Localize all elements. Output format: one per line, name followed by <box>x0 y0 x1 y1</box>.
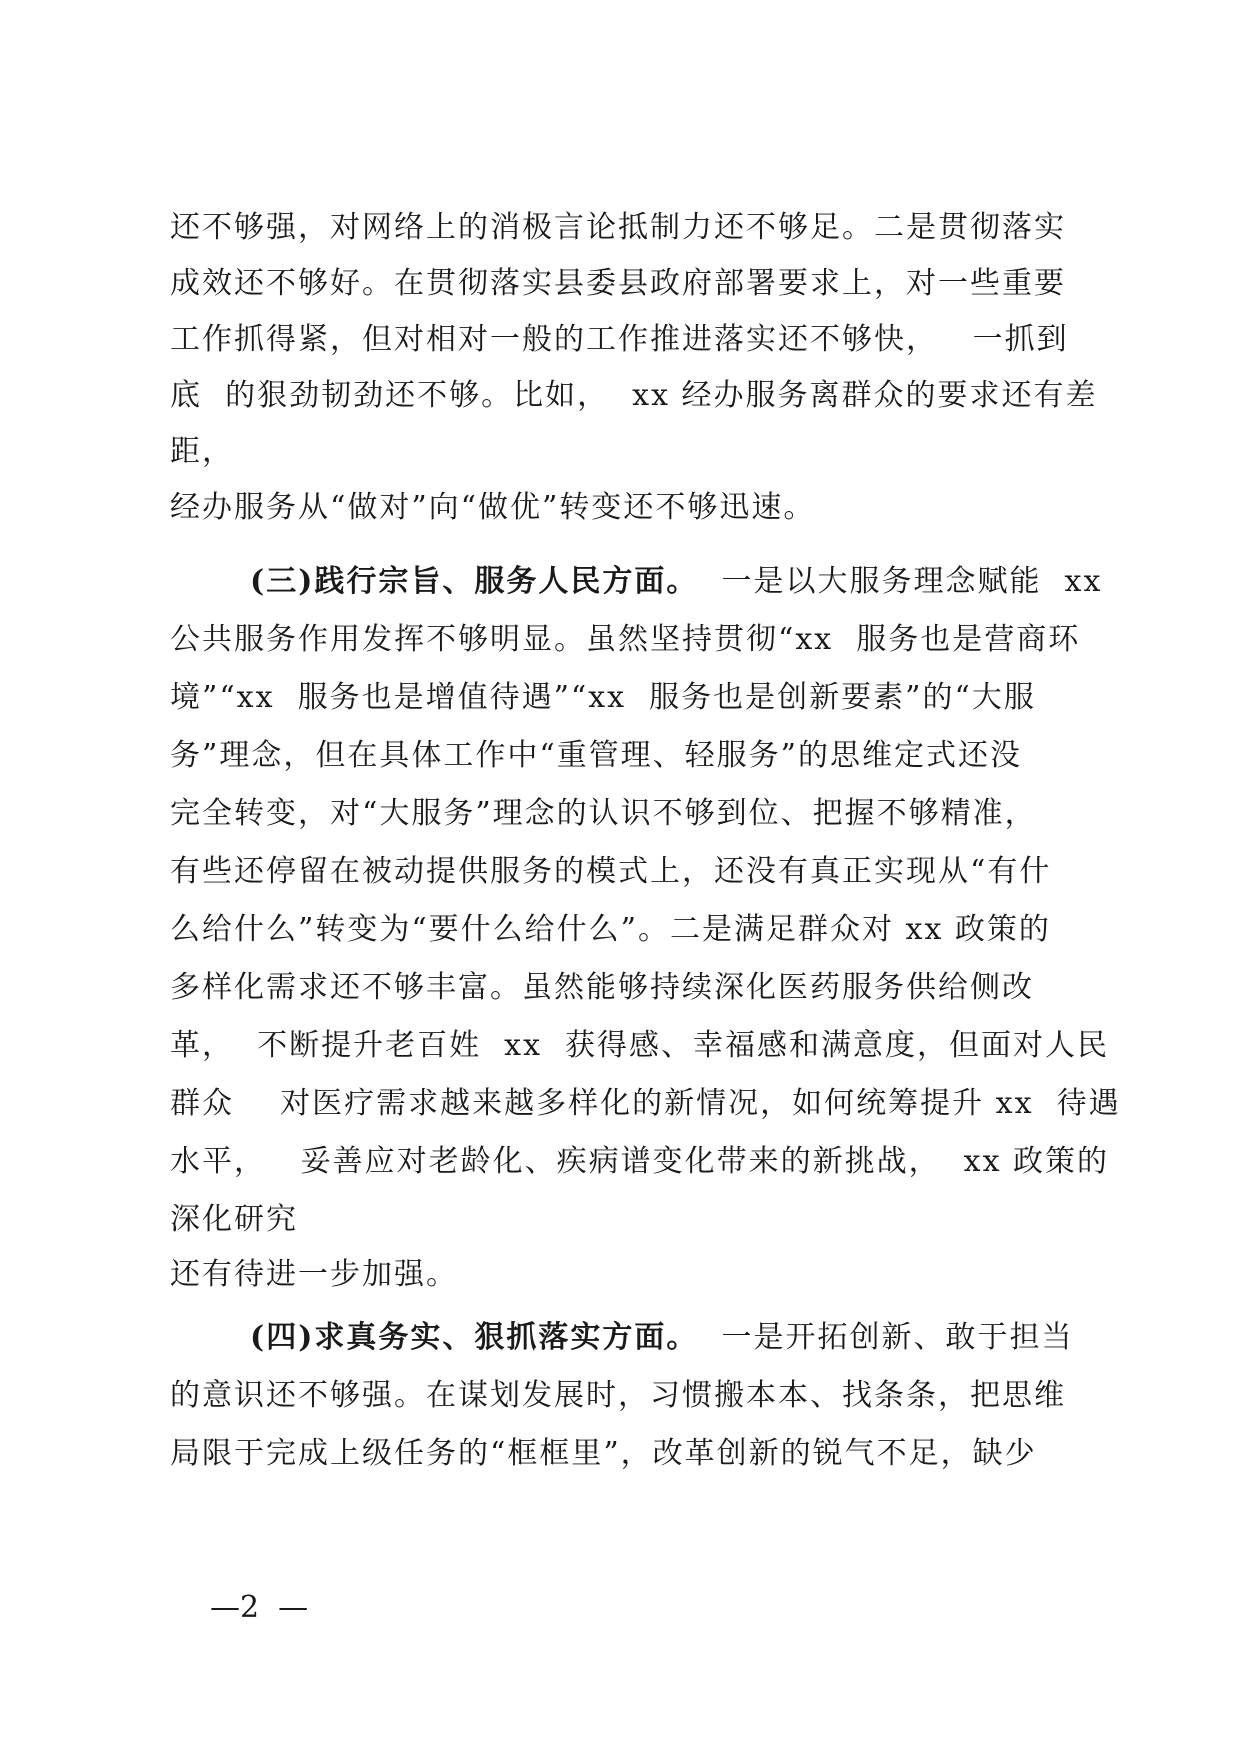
text-line: 成效还不够好。在贯彻落实县委县政府部署要求上，对一些重要 <box>170 266 1066 301</box>
text-line: 完全转变，对“大服务”理念的认识不够到位、把握不够精准， <box>170 796 1037 831</box>
text-line: 经办服务从“做对”向“做优”转变还不够迅速。 <box>170 490 816 525</box>
section-3-first-line-text: 一是以大服务理念赋能 xx <box>698 564 1103 599</box>
section-3-heading: (三)践行宗旨、服务人民方面。 <box>250 564 699 599</box>
section-4-first-line <box>250 1318 1073 1358</box>
text-line: 有些还停留在被动提供服务的模式上，还没有真正实现从“有什 <box>170 854 1052 889</box>
text-line: 水平， 妥善应对老龄化、疾病谱变化带来的新挑战， xx 政策的 <box>170 1144 1110 1179</box>
page-number: —2 — <box>210 1590 309 1625</box>
text-line: 革， 不断提升老百姓 xx 获得感、幸福感和满意度，但面对人民 <box>170 1028 1110 1063</box>
text-line: 务”理念，但在具体工作中“重管理、轻服务”的思维定式还没 <box>170 738 1023 773</box>
text-line: 么给什么”转变为“要什么给什么”。二是满足群众对 xx 政策的 <box>170 912 1051 947</box>
text-line: 多样化需求还不够丰富。虽然能够持续深化医药服务供给侧改 <box>170 970 1034 1005</box>
text-line: 的意识还不够强。在谋划发展时，习惯搬本本、找条条，把思维 <box>170 1378 1066 1413</box>
section-4-heading: (四)求真务实、狠抓落实方面。 <box>250 1320 699 1355</box>
text-line: 群众 对医疗需求越来越多样化的新情况，如何统筹提升 xx 待遇 <box>170 1086 1121 1121</box>
text-line: 还有待进一步加强。 <box>170 1257 458 1292</box>
text-line: 距， <box>170 434 234 469</box>
section-3-first-line <box>250 562 1102 602</box>
text-line: 境”“xx 服务也是增值待遇”“xx 服务也是创新要素”的“大服 <box>170 680 1036 715</box>
text-line: 局限于完成上级任务的“框框里”，改革创新的锐气不足，缺少 <box>170 1436 1037 1471</box>
text-line: 公共服务作用发挥不够明显。虽然坚持贯彻“xx 服务也是营商环 <box>170 622 1081 657</box>
text-line: 深化研究 <box>170 1202 298 1237</box>
text-line: 还不够强，对网络上的消极言论抵制力还不够足。二是贯彻落实 <box>170 210 1066 245</box>
text-line: 底 的狠劲韧劲还不够。比如， xx 经办服务离群众的要求还有差 <box>170 378 1098 413</box>
section-4-first-line-text: 一是开拓创新、敢于担当 <box>698 1320 1074 1355</box>
text-line: 工作抓得紧，但对相对一般的工作推进落实还不够快， 一抓到 <box>170 322 1069 357</box>
